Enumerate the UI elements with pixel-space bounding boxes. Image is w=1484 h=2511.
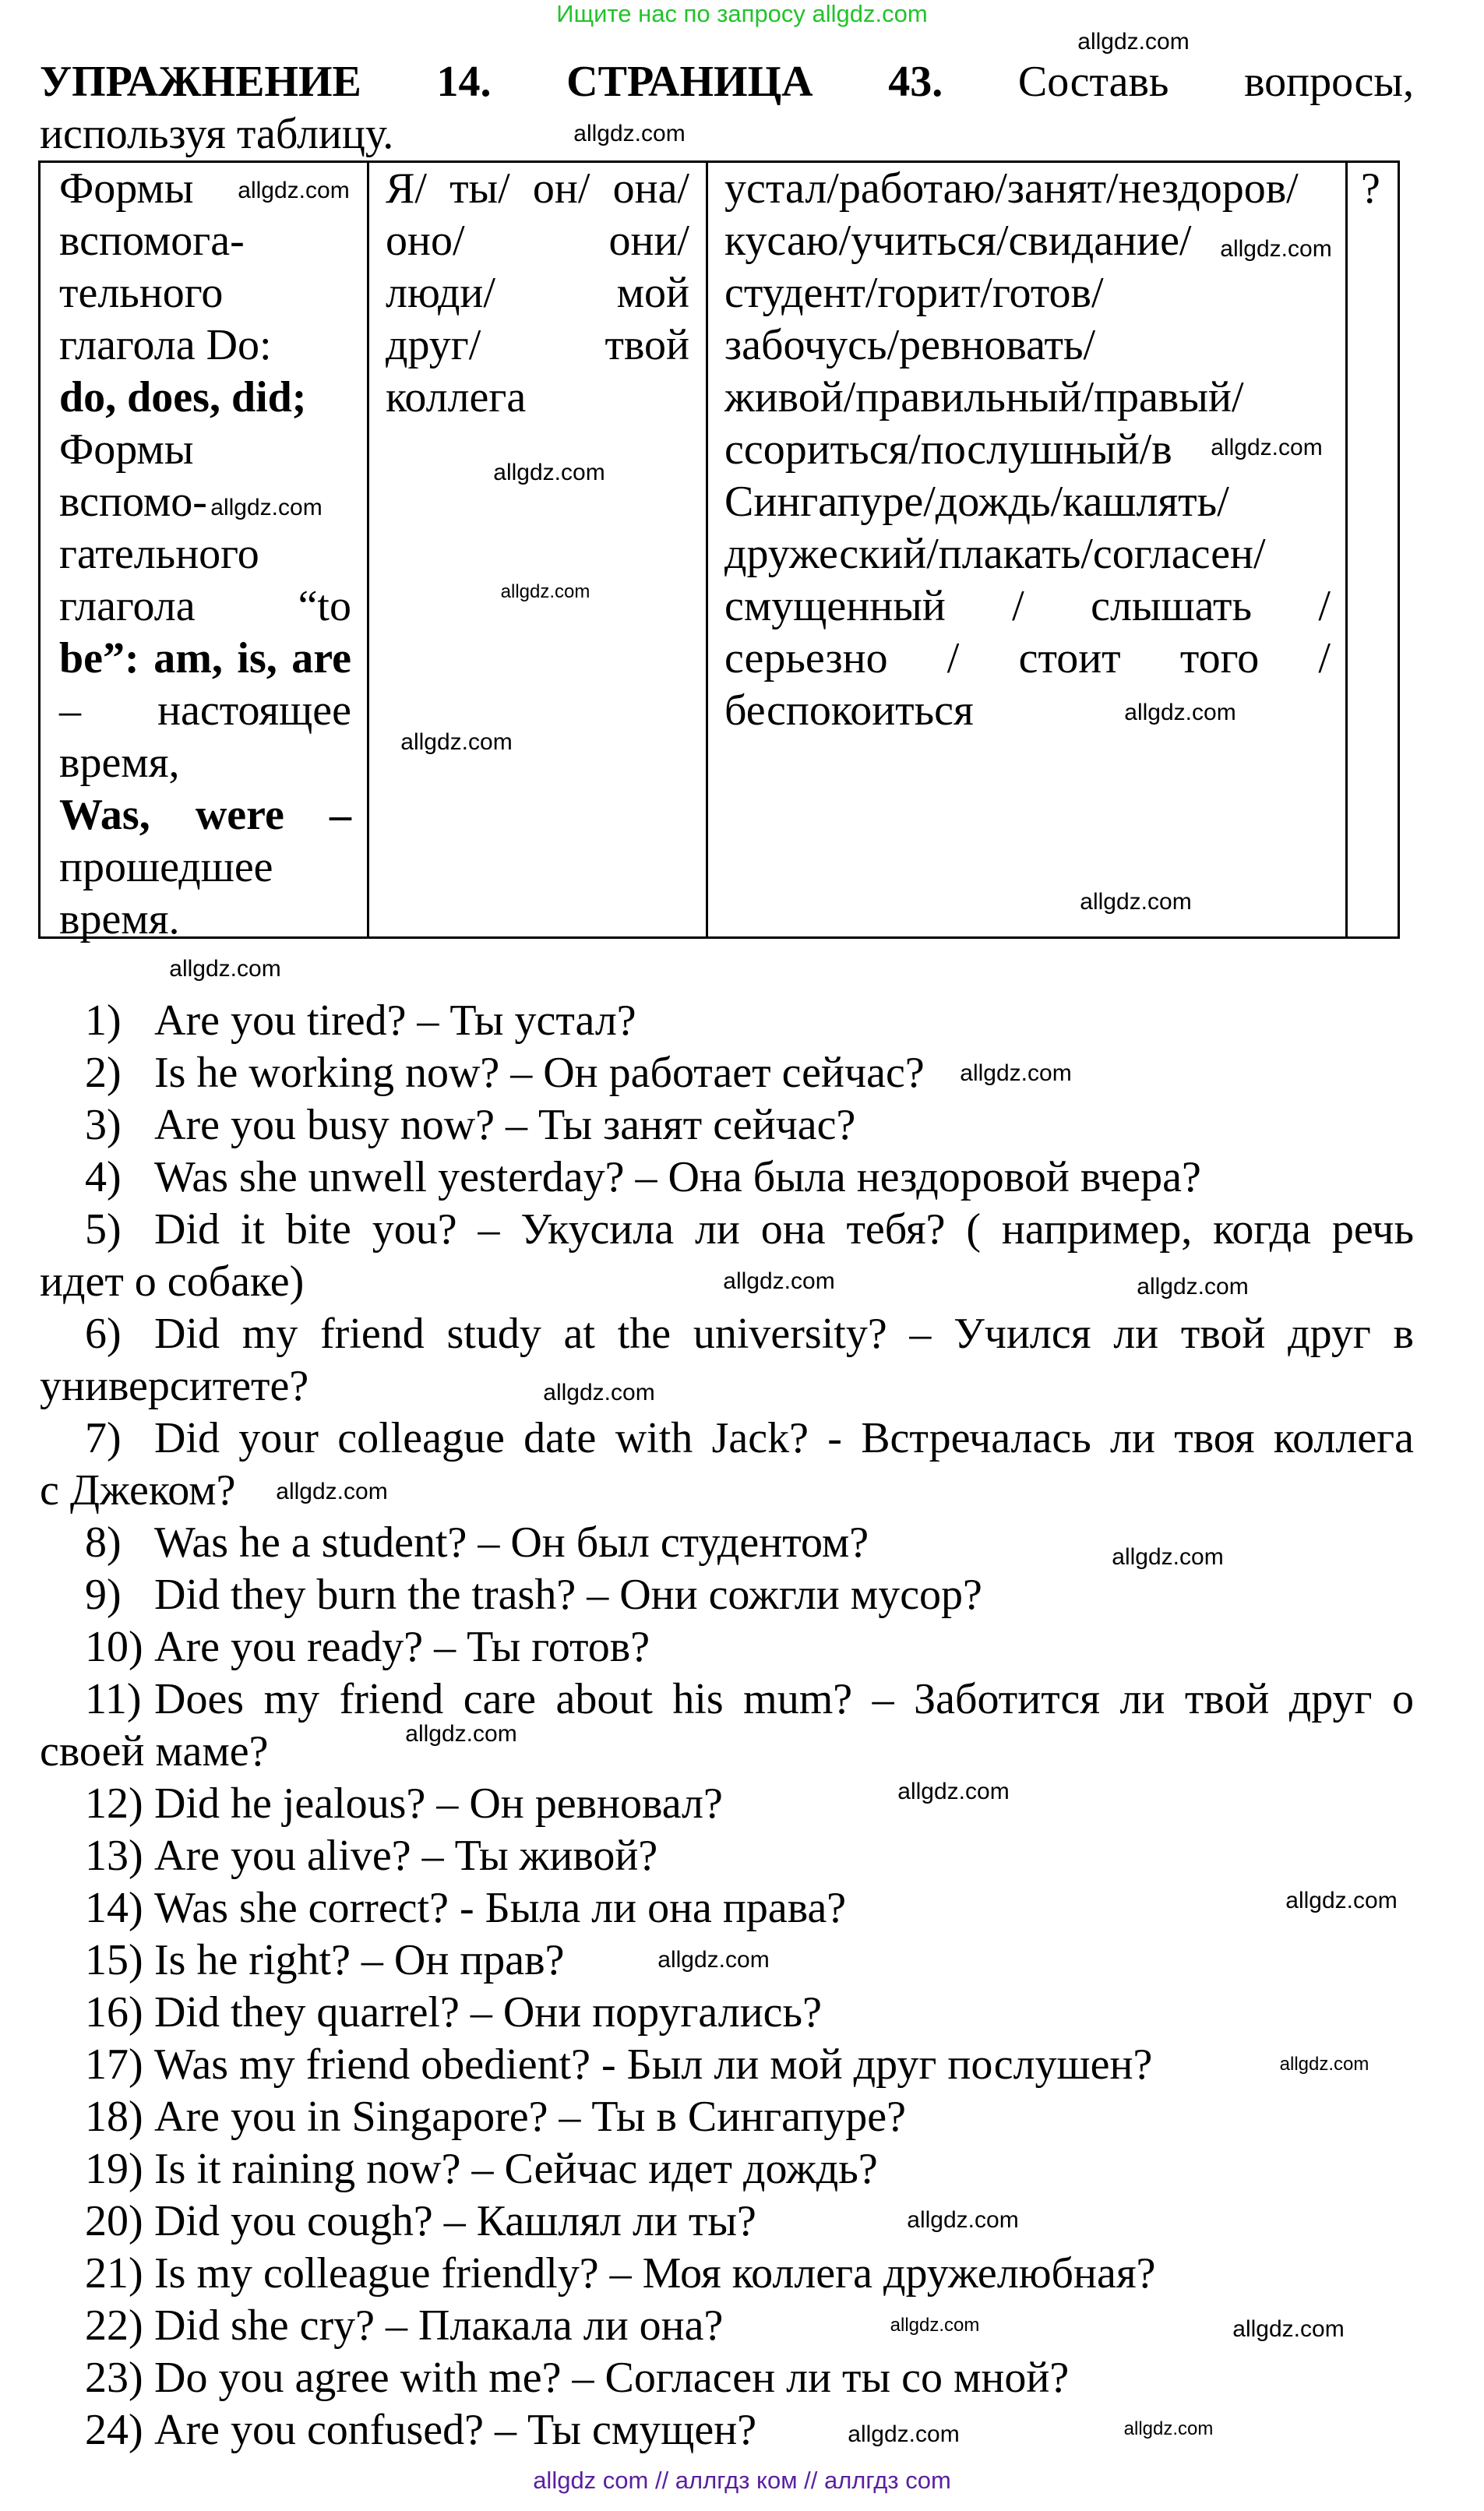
- cell-line: – настоящее: [59, 686, 351, 735]
- watermark: allgdz.com: [405, 1721, 517, 1747]
- question-text-cont: идет о собаке): [40, 1257, 305, 1306]
- question-number: 24): [85, 2406, 143, 2454]
- question-text: Did he jealous? – Он ревновал?: [154, 1779, 723, 1828]
- question-text: Are you alive? – Ты живой?: [154, 1832, 658, 1880]
- watermark: allgdz.com: [169, 956, 281, 982]
- list-item: [40, 2091, 1414, 2143]
- cell-line: прошедшее: [59, 843, 273, 891]
- question-text: Did it bite you? – Укусила ли она тебя? ( например, когда речь: [154, 1205, 1414, 1254]
- question-number: 23): [85, 2354, 143, 2402]
- question-number: 4): [85, 1153, 122, 1201]
- cell-line: люди/ мой: [386, 269, 689, 317]
- cell-line: беспокоиться: [724, 686, 974, 735]
- list-item: [40, 1099, 1414, 1151]
- table-cell-subjects: [386, 163, 689, 424]
- question-text-cont: университете?: [40, 1362, 309, 1410]
- question-number: 2): [85, 1049, 122, 1097]
- question-line: [40, 1517, 869, 1569]
- question-text-cont: с Джеком?: [40, 1466, 236, 1515]
- question-number: 20): [85, 2197, 143, 2245]
- watermark: allgdz.com: [657, 1947, 770, 1973]
- question-line: [40, 2039, 1152, 2091]
- cell-line: вспомо-: [59, 478, 207, 526]
- question-number: 10): [85, 1623, 143, 1671]
- question-text: Was she unwell yesterday? – Она была нездоровой вчера?: [154, 1153, 1201, 1201]
- list-item: [40, 995, 1414, 1047]
- watermark: allgdz.com: [1137, 1274, 1249, 1300]
- watermark: allgdz.com: [1285, 1888, 1398, 1913]
- cell-line: дружеский/плакать/согласен/: [724, 530, 1266, 578]
- table-cell-question-mark: ?: [1361, 164, 1380, 213]
- cell-line: коллега: [386, 373, 527, 421]
- question-number: 13): [85, 1832, 143, 1880]
- question-line: [40, 1099, 855, 1151]
- watermark: allgdz.com: [238, 178, 350, 203]
- question-text: Are you confused? – Ты смущен?: [154, 2406, 757, 2454]
- question-number: 3): [85, 1101, 122, 1149]
- cell-line: кусаю/учиться/свидание/: [724, 217, 1192, 265]
- question-line: [40, 2404, 756, 2456]
- question-line: [40, 1830, 657, 1882]
- list-item: [40, 2248, 1414, 2300]
- question-line: [40, 1934, 564, 1987]
- watermark: allgdz.com: [897, 1779, 1010, 1804]
- list-item: [40, 1569, 1414, 1621]
- question-number: 15): [85, 1936, 143, 1984]
- question-text: Does my friend care about his mum? – Заботится ли твой друг о: [154, 1675, 1414, 1723]
- question-text: Are you ready? – Ты готов?: [154, 1623, 650, 1671]
- watermark: allgdz.com: [890, 2315, 980, 2336]
- question-number: 16): [85, 1988, 143, 2037]
- question-line: [40, 1621, 650, 1673]
- question-text: Is he working now? – Он работает сейчас?: [154, 1049, 925, 1097]
- cell-line: Сингапуре/дождь/кашлять/: [724, 478, 1229, 526]
- watermark: allgdz.com: [723, 1268, 835, 1294]
- question-text: Is it raining now? – Сейчас идет дождь?: [154, 2145, 878, 2193]
- search-banner[interactable]: Ищите нас по запросу allgdz.com: [556, 0, 928, 27]
- exercise-title: УПРАЖНЕНИЕ 14. СТРАНИЦА 43.: [40, 58, 943, 106]
- watermark: allgdz.com: [500, 581, 590, 602]
- question-text-cont: своей маме?: [40, 1727, 269, 1776]
- question-text: Did they burn the trash? – Они сожгли мусор?: [154, 1571, 982, 1619]
- cell-line: время.: [59, 895, 180, 943]
- list-item: [40, 1047, 1414, 1099]
- question-number: 19): [85, 2145, 143, 2193]
- watermark: allgdz.com: [1112, 1544, 1224, 1570]
- watermark: allgdz.com: [573, 121, 686, 146]
- question-line: [40, 1673, 1414, 1726]
- cell-line: гательного: [59, 530, 259, 578]
- table-divider: [706, 163, 708, 936]
- question-line: [40, 1882, 846, 1934]
- watermark: allgdz.com: [1123, 2418, 1214, 2439]
- cell-line: Формы: [59, 164, 194, 213]
- cell-line: живой/правильный/правый/: [724, 373, 1244, 421]
- cell-line: be”: am, is, are: [59, 634, 351, 682]
- watermark: allgdz.com: [848, 2421, 960, 2447]
- question-number: 9): [85, 1571, 122, 1619]
- cell-line: Формы: [59, 425, 194, 474]
- question-line: [40, 1569, 982, 1621]
- cell-line: Was, were –: [59, 791, 351, 839]
- question-line: [40, 1987, 822, 2039]
- question-text: Was my friend obedient? - Был ли мой друг послушен?: [154, 2040, 1153, 2089]
- list-item: [40, 1830, 1414, 1882]
- watermark: allgdz.com: [210, 495, 323, 520]
- question-line: [40, 1412, 1414, 1465]
- question-number: 5): [85, 1205, 122, 1254]
- watermark: allgdz.com: [1279, 2054, 1369, 2075]
- watermark: allgdz.com: [1220, 236, 1332, 262]
- list-item: [40, 2300, 1414, 2352]
- table-divider: [367, 163, 369, 936]
- question-text: Did your colleague date with Jack? - Встречалась ли твоя коллега: [154, 1414, 1414, 1462]
- question-line: [40, 1308, 1414, 1360]
- question-text: Did my friend study at the university? – Учился ли твой друг в: [154, 1310, 1414, 1358]
- question-number: 21): [85, 2249, 143, 2298]
- list-item: [40, 2352, 1414, 2404]
- question-text: Did she cry? – Плакала ли она?: [154, 2301, 724, 2350]
- question-number: 18): [85, 2093, 143, 2141]
- watermark: allgdz.com: [493, 460, 605, 485]
- question-line: [40, 2248, 1155, 2300]
- question-line: [40, 995, 636, 1047]
- question-text: Is he right? – Он прав?: [154, 1936, 565, 1984]
- question-text: Are you tired? – Ты устал?: [154, 996, 636, 1045]
- cell-line: ссориться/послушный/в: [724, 425, 1172, 474]
- list-item: [40, 1412, 1414, 1517]
- question-text: Was he a student? – Он был студентом?: [154, 1518, 869, 1567]
- question-text: Was she correct? - Была ли она права?: [154, 1884, 847, 1932]
- watermark: allgdz.com: [907, 2207, 1019, 2233]
- cell-line: друг/ твой: [386, 321, 689, 369]
- watermark: allgdz.com: [1124, 700, 1236, 725]
- cell-line: Я/ ты/ он/ она/: [386, 164, 689, 213]
- question-line: [40, 2352, 1069, 2404]
- watermark: allgdz.com: [960, 1060, 1072, 1086]
- cell-line: вспомога-: [59, 217, 245, 265]
- question-line: [40, 1204, 1414, 1256]
- question-number: 6): [85, 1310, 122, 1358]
- cell-line: забочусь/ревновать/: [724, 321, 1096, 369]
- watermark: allgdz.com: [400, 729, 513, 755]
- watermark: allgdz.com: [276, 1479, 388, 1504]
- question-number: 8): [85, 1518, 122, 1567]
- list-item: [40, 2143, 1414, 2195]
- reference-table: [38, 160, 1400, 943]
- cell-line: оно/ они/: [386, 217, 689, 265]
- question-number: 7): [85, 1414, 122, 1462]
- question-text: Is my colleague friendly? – Моя коллега дружелюбная?: [154, 2249, 1156, 2298]
- question-number: 22): [85, 2301, 143, 2350]
- cell-line: do, does, did;: [59, 373, 307, 421]
- list-item: [40, 1151, 1414, 1204]
- question-line: [40, 2195, 756, 2248]
- watermark: allgdz.com: [543, 1380, 655, 1405]
- list-item: [40, 2039, 1414, 2091]
- question-number: 1): [85, 996, 122, 1045]
- list-item: [40, 1778, 1414, 1830]
- exercise-heading: [40, 56, 1414, 108]
- question-number: 12): [85, 1779, 143, 1828]
- list-item: [40, 1987, 1414, 2039]
- cell-line: глагола Do:: [59, 321, 272, 369]
- question-line: [40, 1047, 925, 1099]
- list-item: [40, 2195, 1414, 2248]
- question-line: [40, 2091, 906, 2143]
- exercise-instruction-cont: используя таблицу.: [40, 110, 394, 158]
- cell-line: студент/горит/готов/: [724, 269, 1104, 317]
- question-text: Are you busy now? – Ты занят сейчас?: [154, 1101, 856, 1149]
- list-item: [40, 1882, 1414, 1934]
- exercise-instruction: Составь вопросы,: [1017, 58, 1414, 106]
- question-text: Are you in Singapore? – Ты в Сингапуре?: [154, 2093, 906, 2141]
- watermark: allgdz.com: [1211, 435, 1323, 460]
- list-item: [40, 1308, 1414, 1412]
- cell-line: устал/работаю/занят/нездоров/: [724, 164, 1299, 213]
- question-number: 11): [85, 1675, 142, 1723]
- question-line: [40, 2143, 878, 2195]
- cell-line: смущенный / слышать /: [724, 582, 1331, 630]
- question-text: Do you agree with me? – Согласен ли ты со мной?: [154, 2354, 1070, 2402]
- cell-line: глагола “to: [59, 582, 351, 630]
- cell-line: тельного: [59, 269, 224, 317]
- cell-line: время,: [59, 739, 180, 787]
- question-number: 14): [85, 1884, 143, 1932]
- question-line: [40, 1151, 1201, 1204]
- watermark: allgdz.com: [1080, 889, 1192, 915]
- question-line: [40, 1778, 723, 1830]
- cell-line: серьезно / стоит того /: [724, 634, 1331, 682]
- question-line: [40, 2300, 723, 2352]
- footer-links[interactable]: allgdz com // аллгдз ком // аллгдз com: [533, 2467, 951, 2494]
- question-text: Did you cough? – Кашлял ли ты?: [154, 2197, 756, 2245]
- watermark: allgdz.com: [1232, 2316, 1345, 2342]
- watermark: allgdz.com: [1077, 29, 1190, 55]
- list-item: [40, 1673, 1414, 1778]
- table-cell-auxiliary-forms: [59, 163, 351, 946]
- table-divider: [1345, 163, 1348, 936]
- list-item: [40, 1621, 1414, 1673]
- question-number: 17): [85, 2040, 143, 2089]
- question-text: Did they quarrel? – Они поругались?: [154, 1988, 822, 2037]
